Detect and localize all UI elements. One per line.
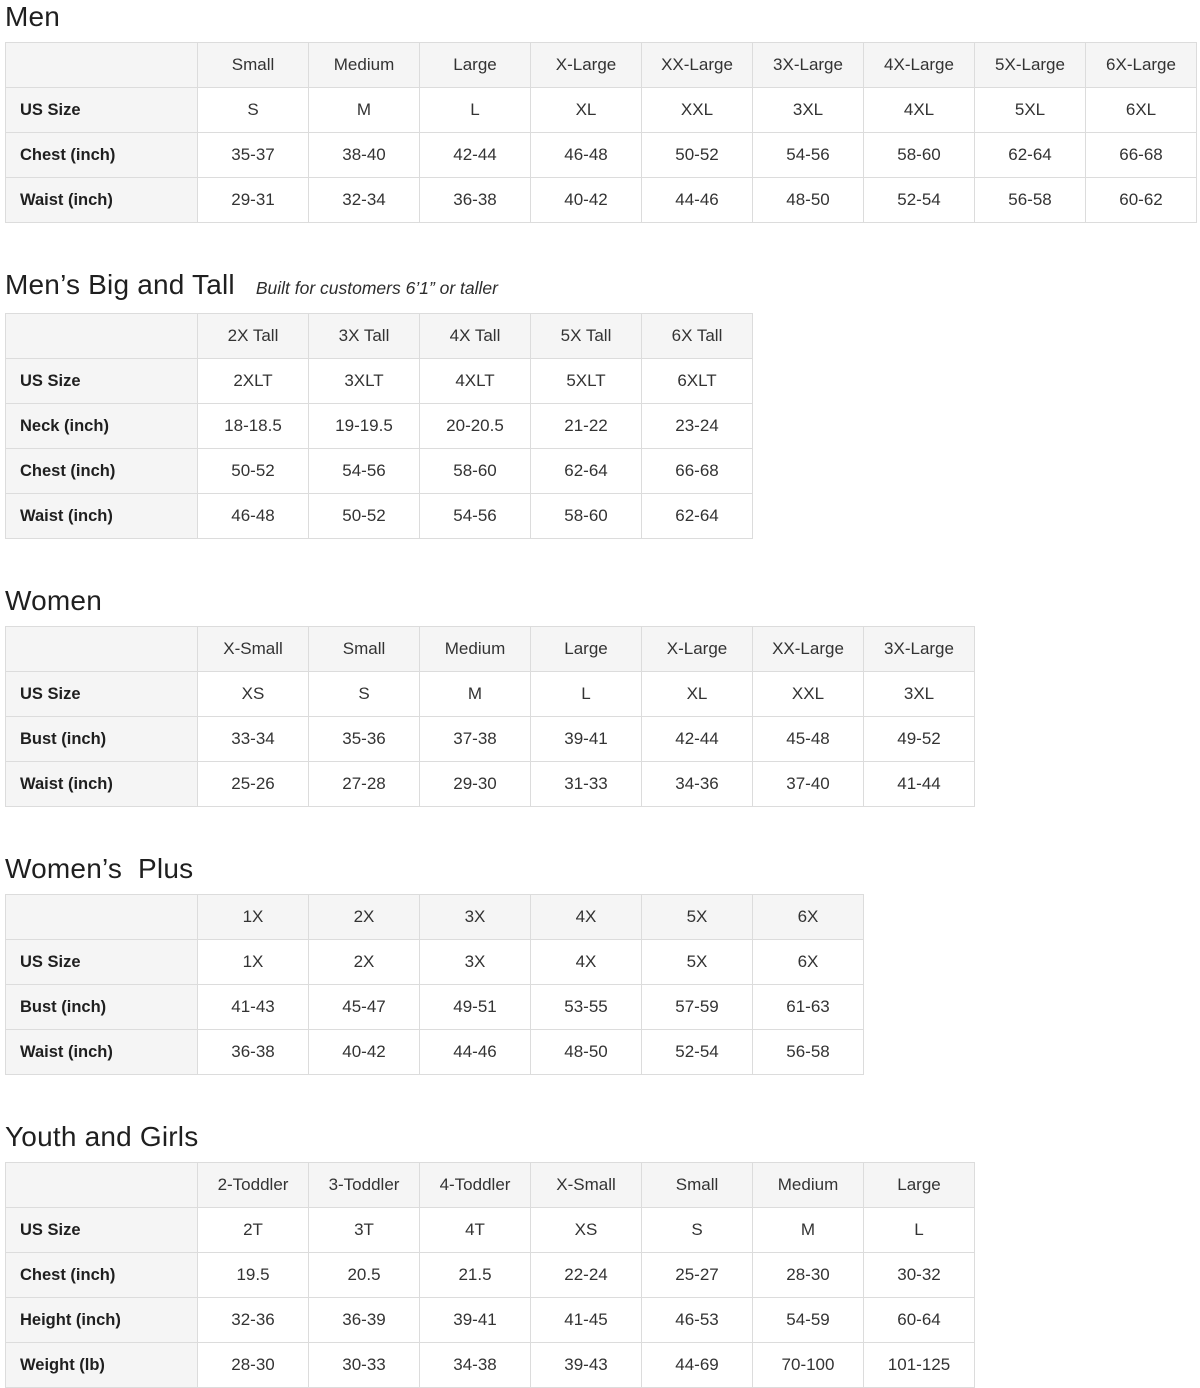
data-cell: 37-40 (753, 762, 864, 807)
data-cell: 2X (309, 940, 420, 985)
data-cell: 50-52 (198, 449, 309, 494)
data-cell: 3X (420, 940, 531, 985)
column-header: 3X-Large (753, 43, 864, 88)
column-header: 2-Toddler (198, 1163, 309, 1208)
data-cell: 25-27 (642, 1253, 753, 1298)
table-row (6, 672, 975, 717)
data-cell: 4T (420, 1208, 531, 1253)
data-cell: 40-42 (531, 178, 642, 223)
data-cell: L (864, 1208, 975, 1253)
data-cell: 19.5 (198, 1253, 309, 1298)
data-cell: 31-33 (531, 762, 642, 807)
row-label: US Size (6, 1208, 198, 1253)
table-row (6, 1343, 975, 1388)
data-cell: XS (198, 672, 309, 717)
table-row (6, 985, 864, 1030)
column-header: 4-Toddler (420, 1163, 531, 1208)
data-cell: 30-32 (864, 1253, 975, 1298)
data-cell: 1X (198, 940, 309, 985)
data-cell: XL (531, 88, 642, 133)
data-cell: 5XLT (531, 359, 642, 404)
section-women (5, 585, 1200, 807)
row-label: Waist (inch) (6, 1030, 198, 1075)
column-header: 2X Tall (198, 314, 309, 359)
data-cell: 28-30 (198, 1343, 309, 1388)
row-label: Chest (inch) (6, 133, 198, 178)
table-row (6, 178, 1197, 223)
data-cell: 60-62 (1086, 178, 1197, 223)
data-cell: 4XL (864, 88, 975, 133)
section-youth-and-girls (5, 1121, 1200, 1388)
data-cell: 3T (309, 1208, 420, 1253)
section-title: Youth and Girls (5, 1121, 199, 1152)
data-cell: 4X (531, 940, 642, 985)
section-subtitle: Built for customers 6’1” or taller (255, 278, 498, 298)
data-cell: 54-56 (309, 449, 420, 494)
corner-cell (6, 1163, 198, 1208)
data-cell: 6XL (1086, 88, 1197, 133)
column-header: Medium (420, 627, 531, 672)
data-cell: S (642, 1208, 753, 1253)
data-cell: 6XLT (642, 359, 753, 404)
table-row (6, 1208, 975, 1253)
section-heading-women (5, 585, 1200, 617)
data-cell: 39-43 (531, 1343, 642, 1388)
data-cell: 3XL (753, 88, 864, 133)
size-table-youth-and-girls (5, 1162, 975, 1388)
data-cell: 32-36 (198, 1298, 309, 1343)
data-cell: 54-59 (753, 1298, 864, 1343)
corner-cell (6, 314, 198, 359)
data-cell: 39-41 (420, 1298, 531, 1343)
data-cell: 48-50 (753, 178, 864, 223)
corner-cell (6, 895, 198, 940)
data-cell: 70-100 (753, 1343, 864, 1388)
data-cell: 3XLT (309, 359, 420, 404)
table-row (6, 1253, 975, 1298)
column-header: XX-Large (642, 43, 753, 88)
column-header: Large (420, 43, 531, 88)
data-cell: XXL (642, 88, 753, 133)
data-cell: 22-24 (531, 1253, 642, 1298)
row-label: Chest (inch) (6, 1253, 198, 1298)
data-cell: 41-45 (531, 1298, 642, 1343)
column-header: 4X Tall (420, 314, 531, 359)
section-title: Men’s Big and Tall (5, 269, 235, 300)
column-header: Large (864, 1163, 975, 1208)
data-cell: 3XL (864, 672, 975, 717)
data-cell: 44-46 (420, 1030, 531, 1075)
column-header: 3X (420, 895, 531, 940)
data-cell: 35-37 (198, 133, 309, 178)
data-cell: 101-125 (864, 1343, 975, 1388)
table-row (6, 88, 1197, 133)
data-cell: 62-64 (531, 449, 642, 494)
row-label: Waist (inch) (6, 762, 198, 807)
table-row (6, 717, 975, 762)
row-label: US Size (6, 940, 198, 985)
data-cell: 60-64 (864, 1298, 975, 1343)
table-row (6, 762, 975, 807)
section-heading-youth-and-girls (5, 1121, 1200, 1153)
data-cell: 62-64 (975, 133, 1086, 178)
row-label: Neck (inch) (6, 404, 198, 449)
data-cell: 39-41 (531, 717, 642, 762)
data-cell: 38-40 (309, 133, 420, 178)
column-header: X-Large (642, 627, 753, 672)
data-cell: 56-58 (753, 1030, 864, 1075)
data-cell: 28-30 (753, 1253, 864, 1298)
data-cell: 46-48 (531, 133, 642, 178)
column-header: Large (531, 627, 642, 672)
data-cell: 37-38 (420, 717, 531, 762)
data-cell: S (198, 88, 309, 133)
section-heading-mens-big-and-tall (5, 269, 1200, 304)
table-row (6, 449, 753, 494)
column-header: Small (309, 627, 420, 672)
data-cell: 21-22 (531, 404, 642, 449)
data-cell: 50-52 (642, 133, 753, 178)
column-header: X-Small (531, 1163, 642, 1208)
section-heading-men (5, 1, 1200, 33)
row-label: Waist (inch) (6, 178, 198, 223)
column-header: 3-Toddler (309, 1163, 420, 1208)
data-cell: M (309, 88, 420, 133)
column-header: 3X-Large (864, 627, 975, 672)
column-header: X-Small (198, 627, 309, 672)
row-label: US Size (6, 359, 198, 404)
section-mens-big-and-tall (5, 269, 1200, 539)
data-cell: 61-63 (753, 985, 864, 1030)
row-label: Waist (inch) (6, 494, 198, 539)
column-header: 6X-Large (1086, 43, 1197, 88)
data-cell: 4XLT (420, 359, 531, 404)
column-header: 1X (198, 895, 309, 940)
column-header: 3X Tall (309, 314, 420, 359)
data-cell: 20.5 (309, 1253, 420, 1298)
corner-cell (6, 627, 198, 672)
column-header: XX-Large (753, 627, 864, 672)
header-row (6, 1163, 975, 1208)
column-header: Medium (753, 1163, 864, 1208)
data-cell: 33-34 (198, 717, 309, 762)
data-cell: 44-69 (642, 1343, 753, 1388)
data-cell: XL (642, 672, 753, 717)
data-cell: 23-24 (642, 404, 753, 449)
row-label: Chest (inch) (6, 449, 198, 494)
column-header: 5X Tall (531, 314, 642, 359)
row-label: Weight (lb) (6, 1343, 198, 1388)
size-table-mens-big-and-tall (5, 313, 753, 539)
section-title: Women (5, 585, 102, 616)
size-chart-document (0, 1, 1200, 1388)
column-header: Medium (309, 43, 420, 88)
data-cell: 29-30 (420, 762, 531, 807)
data-cell: 32-34 (309, 178, 420, 223)
size-table-womens-plus (5, 894, 864, 1075)
data-cell: XXL (753, 672, 864, 717)
data-cell: 49-52 (864, 717, 975, 762)
data-cell: 5XL (975, 88, 1086, 133)
data-cell: L (531, 672, 642, 717)
data-cell: 19-19.5 (309, 404, 420, 449)
data-cell: 25-26 (198, 762, 309, 807)
column-header: 6X (753, 895, 864, 940)
column-header: 5X (642, 895, 753, 940)
data-cell: 57-59 (642, 985, 753, 1030)
header-row (6, 895, 864, 940)
row-label: US Size (6, 672, 198, 717)
data-cell: 66-68 (1086, 133, 1197, 178)
data-cell: 50-52 (309, 494, 420, 539)
data-cell: 52-54 (864, 178, 975, 223)
data-cell: 18-18.5 (198, 404, 309, 449)
data-cell: 42-44 (642, 717, 753, 762)
data-cell: 52-54 (642, 1030, 753, 1075)
size-table-women (5, 626, 975, 807)
data-cell: 44-46 (642, 178, 753, 223)
row-label: Bust (inch) (6, 985, 198, 1030)
section-title: Women’s Plus (5, 853, 194, 884)
column-header: Small (642, 1163, 753, 1208)
table-row (6, 1298, 975, 1343)
data-cell: 2XLT (198, 359, 309, 404)
data-cell: 42-44 (420, 133, 531, 178)
data-cell: 46-48 (198, 494, 309, 539)
section-men (5, 1, 1200, 223)
data-cell: L (420, 88, 531, 133)
data-cell: 21.5 (420, 1253, 531, 1298)
header-row (6, 43, 1197, 88)
data-cell: 56-58 (975, 178, 1086, 223)
data-cell: 6X (753, 940, 864, 985)
data-cell: 36-38 (420, 178, 531, 223)
column-header: 2X (309, 895, 420, 940)
row-label: Height (inch) (6, 1298, 198, 1343)
data-cell: 2T (198, 1208, 309, 1253)
table-row (6, 940, 864, 985)
data-cell: XS (531, 1208, 642, 1253)
data-cell: 36-39 (309, 1298, 420, 1343)
data-cell: 34-38 (420, 1343, 531, 1388)
section-title: Men (5, 1, 61, 32)
corner-cell (6, 43, 198, 88)
table-row (6, 359, 753, 404)
section-womens-plus (5, 853, 1200, 1075)
data-cell: M (420, 672, 531, 717)
table-row (6, 494, 753, 539)
data-cell: 46-53 (642, 1298, 753, 1343)
column-header: Small (198, 43, 309, 88)
data-cell: 58-60 (864, 133, 975, 178)
data-cell: 27-28 (309, 762, 420, 807)
column-header: X-Large (531, 43, 642, 88)
data-cell: 49-51 (420, 985, 531, 1030)
data-cell: 62-64 (642, 494, 753, 539)
data-cell: 53-55 (531, 985, 642, 1030)
column-header: 4X-Large (864, 43, 975, 88)
data-cell: 45-47 (309, 985, 420, 1030)
data-cell: 20-20.5 (420, 404, 531, 449)
column-header: 6X Tall (642, 314, 753, 359)
data-cell: 45-48 (753, 717, 864, 762)
data-cell: 48-50 (531, 1030, 642, 1075)
column-header: 4X (531, 895, 642, 940)
data-cell: 41-44 (864, 762, 975, 807)
data-cell: 54-56 (753, 133, 864, 178)
data-cell: 29-31 (198, 178, 309, 223)
data-cell: 58-60 (420, 449, 531, 494)
table-row (6, 133, 1197, 178)
data-cell: S (309, 672, 420, 717)
data-cell: 58-60 (531, 494, 642, 539)
row-label: US Size (6, 88, 198, 133)
data-cell: 41-43 (198, 985, 309, 1030)
header-row (6, 314, 753, 359)
size-table-men (5, 42, 1197, 223)
section-heading-womens-plus (5, 853, 1200, 885)
data-cell: 30-33 (309, 1343, 420, 1388)
table-row (6, 1030, 864, 1075)
data-cell: 36-38 (198, 1030, 309, 1075)
data-cell: 40-42 (309, 1030, 420, 1075)
column-header: 5X-Large (975, 43, 1086, 88)
data-cell: 54-56 (420, 494, 531, 539)
data-cell: M (753, 1208, 864, 1253)
data-cell: 5X (642, 940, 753, 985)
header-row (6, 627, 975, 672)
table-row (6, 404, 753, 449)
data-cell: 34-36 (642, 762, 753, 807)
data-cell: 35-36 (309, 717, 420, 762)
data-cell: 66-68 (642, 449, 753, 494)
row-label: Bust (inch) (6, 717, 198, 762)
